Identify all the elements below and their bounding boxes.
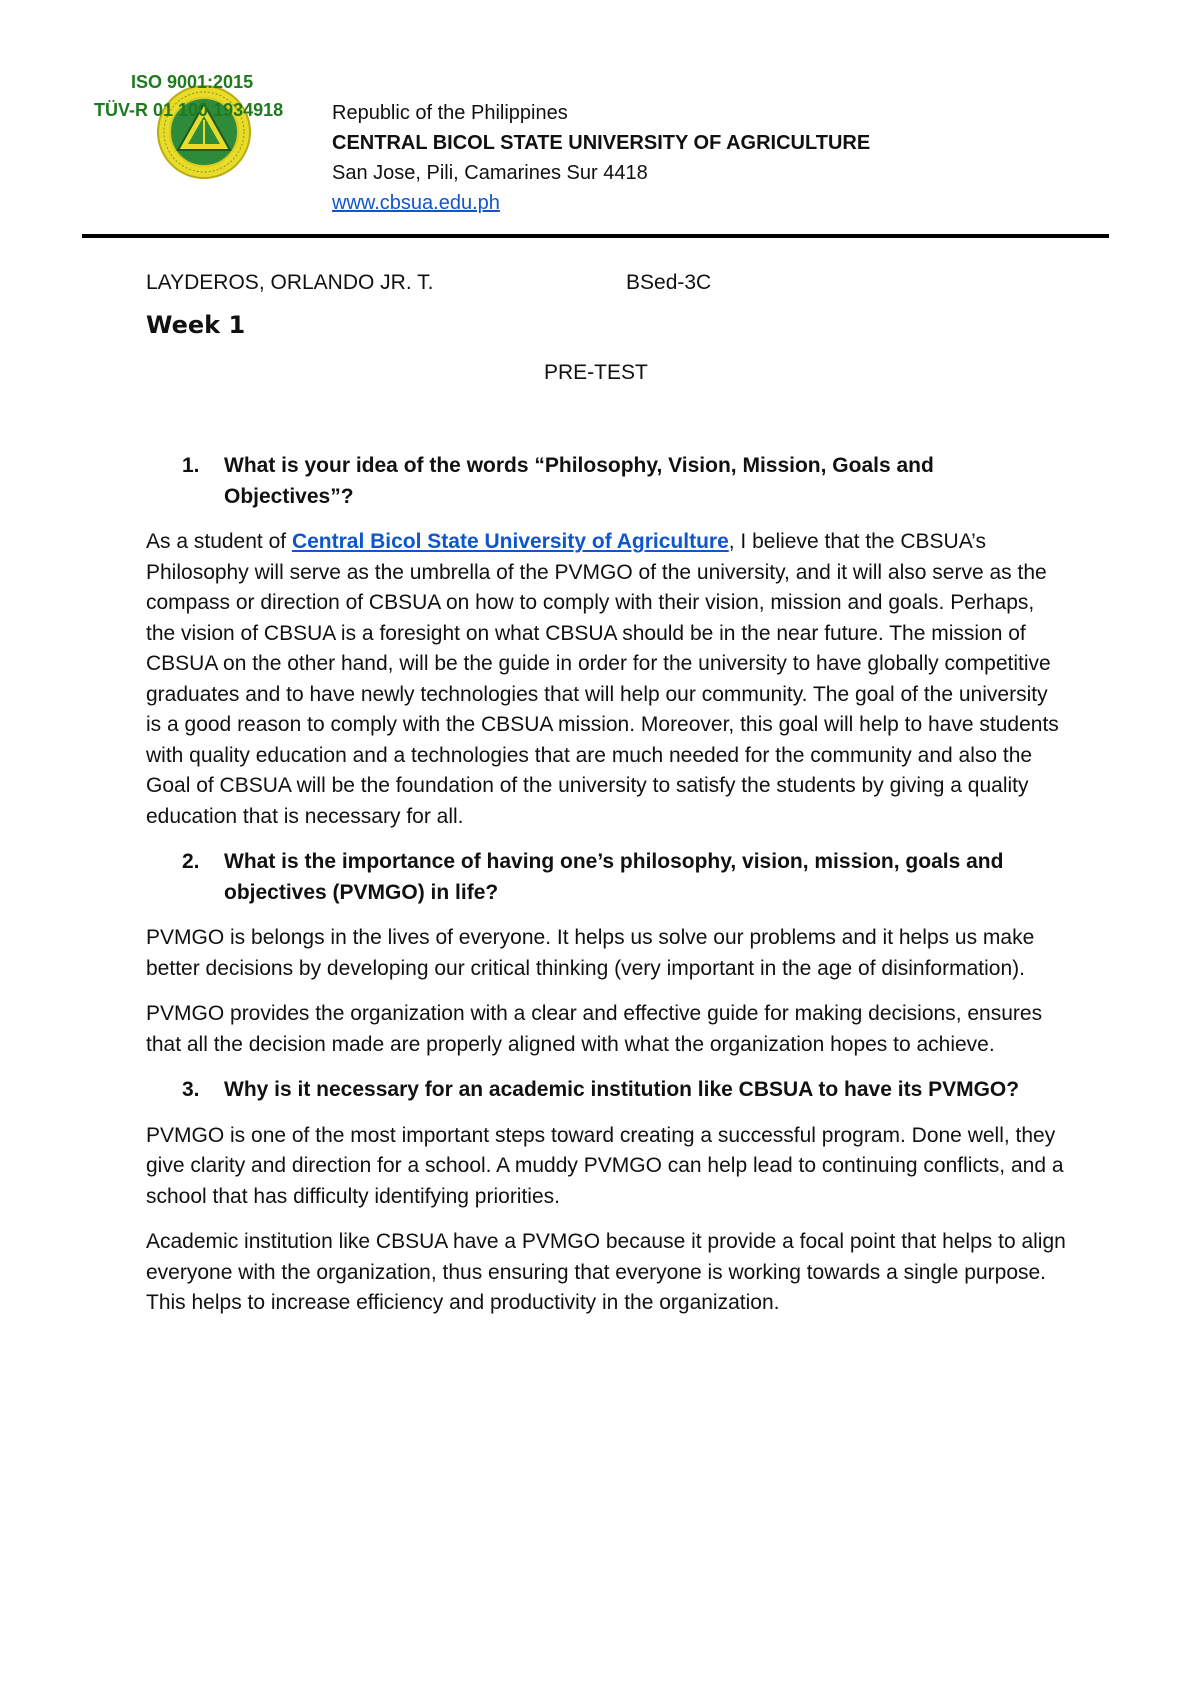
republic-line: Republic of the Philippines	[332, 102, 568, 124]
week-heading: Week 1	[146, 311, 246, 339]
question-list	[146, 451, 1066, 1334]
answer-3-paragraph-1: PVMGO is one of the most important steps toward creating a successful program. Done well, they give clarity and direction for a school. A muddy PVMGO can help lead to continuing conflicts, and a school that has difficulty identifying priorities.	[146, 1123, 1064, 1208]
student-name: LAYDEROS, ORLANDO JR. T.	[146, 271, 434, 294]
question-number: 3.	[182, 1078, 200, 1101]
answer-text: As a student of	[146, 530, 292, 553]
question-1	[146, 451, 1066, 512]
answer-2-paragraph-2: PVMGO provides the organization with a clear and effective guide for making decisions, ensures that all the decision made are properly aligned with what the organization hopes to achieve.	[146, 1002, 1043, 1056]
tuv-certification-number: TÜV-R 01 100 1934918	[94, 100, 284, 120]
university-website-link[interactable]: www.cbsua.edu.ph	[332, 192, 500, 214]
question-number: 1.	[182, 454, 200, 477]
answer-3-paragraph-2: Academic institution like CBSUA have a PVMGO because it provide a focal point that helps to align everyone with the organization, thus ensuring that everyone is working towards a single purpose. This helps to increase efficiency and productivity in the organization.	[146, 1230, 1066, 1314]
pretest-title: PRE-TEST	[544, 361, 648, 384]
university-name: CENTRAL BICOL STATE UNIVERSITY OF AGRICULTURE	[332, 132, 871, 154]
answer-2-paragraph-1: PVMGO is belongs in the lives of everyone. It helps us solve our problems and it helps us make better decisions by developing our critical thinking (very important in the age of disinformation).	[146, 926, 1035, 980]
university-link[interactable]: Central Bicol State University of Agriculture	[291, 530, 729, 553]
answer-1	[146, 527, 1066, 832]
question-text: What is the importance of having one’s philosophy, vision, mission, goals and objectives (PVMGO) in life?	[224, 850, 1004, 904]
university-location: San Jose, Pili, Camarines Sur 4418	[332, 162, 648, 184]
university-seal-logo	[156, 84, 252, 180]
question-text: What is your idea of the words “Philosophy, Vision, Mission, Goals and Objectives”?	[224, 454, 934, 508]
question-2	[146, 847, 1066, 908]
student-section: BSed-3C	[626, 271, 712, 294]
answer-text: , I believe that the CBSUA’s Philosophy will serve as the umbrella of the PVMGO of the university, and it will also serve as the compass or direction of CBSUA on how to comply with their vision, mission and goals. Perhaps, the vision of CBSUA is a foresight on what CBSUA should be in the near future. The mission of CBSUA on the other hand, will be the guide in order for the university to have globally competitive graduates and to have newly technologies that will help our community. The goal of the university is a good reason to comply with the CBSUA mission. Moreover, this goal will help to have students with quality education and a technologies that are much needed for the community and also the Goal of CBSUA will be the foundation of the university to satisfy the students by giving a quality education that is necessary for all.	[146, 530, 1059, 828]
question-3	[146, 1075, 1066, 1106]
iso-certification-label: ISO 9001:2015	[131, 72, 254, 92]
header-divider	[82, 234, 1109, 238]
question-text: Why is it necessary for an academic institution like CBSUA to have its PVMGO?	[224, 1078, 1020, 1101]
university-address-block	[332, 98, 870, 218]
question-number: 2.	[182, 850, 200, 873]
